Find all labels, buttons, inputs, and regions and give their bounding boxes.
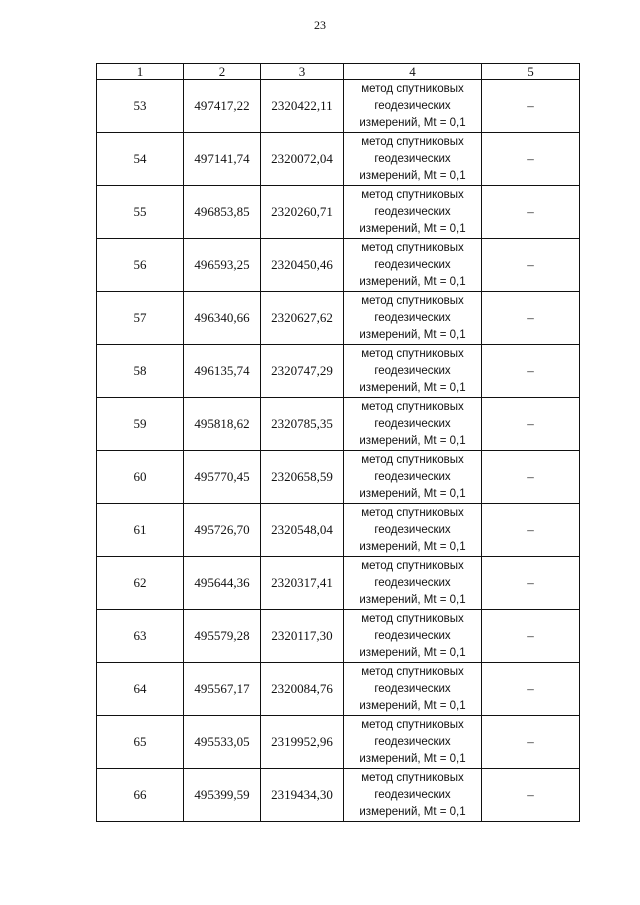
- method-cell: [344, 239, 482, 292]
- method-line: метод спутниковых: [361, 188, 464, 201]
- x-coordinate-cell: 495726,70: [184, 504, 261, 557]
- point-number-cell: 59: [97, 398, 184, 451]
- method-line: метод спутниковых: [361, 294, 464, 307]
- method-line: метод спутниковых: [361, 718, 464, 731]
- table-row: [97, 557, 580, 610]
- table-row: [97, 133, 580, 186]
- note-cell: –: [482, 610, 580, 663]
- x-coordinate-cell: 497417,22: [184, 80, 261, 133]
- table-row: [97, 451, 580, 504]
- method-line: геодезических: [374, 364, 451, 377]
- x-coordinate-cell: 496593,25: [184, 239, 261, 292]
- method-line: измерений, Mt = 0,1: [359, 169, 466, 182]
- point-number-cell: 62: [97, 557, 184, 610]
- method-line: измерений, Mt = 0,1: [359, 540, 466, 553]
- method-line: геодезических: [374, 417, 451, 430]
- table-row: [97, 398, 580, 451]
- method-line: метод спутниковых: [361, 400, 464, 413]
- table-row: [97, 239, 580, 292]
- table-row: [97, 769, 580, 822]
- y-coordinate-cell: 2320117,30: [261, 610, 344, 663]
- method-line: метод спутниковых: [361, 347, 464, 360]
- method-line: измерений, Mt = 0,1: [359, 434, 466, 447]
- method-cell: [344, 451, 482, 504]
- method-cell: [344, 133, 482, 186]
- table-header: [97, 64, 580, 80]
- method-line: геодезических: [374, 258, 451, 271]
- point-number-cell: 61: [97, 504, 184, 557]
- method-line: геодезических: [374, 735, 451, 748]
- method-cell: [344, 557, 482, 610]
- point-number-cell: 54: [97, 133, 184, 186]
- method-line: метод спутниковых: [361, 559, 464, 572]
- point-number-cell: 58: [97, 345, 184, 398]
- note-cell: –: [482, 292, 580, 345]
- method-line: геодезических: [374, 788, 451, 801]
- y-coordinate-cell: 2320317,41: [261, 557, 344, 610]
- y-coordinate-cell: 2320450,46: [261, 239, 344, 292]
- header-cell-5: 5: [482, 64, 580, 80]
- note-cell: –: [482, 186, 580, 239]
- method-line: метод спутниковых: [361, 82, 464, 95]
- method-cell: [344, 663, 482, 716]
- y-coordinate-cell: 2319434,30: [261, 769, 344, 822]
- method-cell: [344, 292, 482, 345]
- header-row: [97, 64, 580, 80]
- y-coordinate-cell: 2320627,62: [261, 292, 344, 345]
- x-coordinate-cell: 496135,74: [184, 345, 261, 398]
- method-cell: [344, 610, 482, 663]
- header-cell-1: 1: [97, 64, 184, 80]
- method-cell: [344, 345, 482, 398]
- header-cell-4: 4: [344, 64, 482, 80]
- point-number-cell: 64: [97, 663, 184, 716]
- y-coordinate-cell: 2319952,96: [261, 716, 344, 769]
- method-line: геодезических: [374, 152, 451, 165]
- point-number-cell: 56: [97, 239, 184, 292]
- method-line: геодезических: [374, 99, 451, 112]
- method-cell: [344, 80, 482, 133]
- method-line: метод спутниковых: [361, 612, 464, 625]
- table-row: [97, 80, 580, 133]
- y-coordinate-cell: 2320658,59: [261, 451, 344, 504]
- method-line: геодезических: [374, 629, 451, 642]
- note-cell: –: [482, 133, 580, 186]
- method-line: геодезических: [374, 205, 451, 218]
- method-line: геодезических: [374, 523, 451, 536]
- note-cell: –: [482, 769, 580, 822]
- method-line: измерений, Mt = 0,1: [359, 699, 466, 712]
- x-coordinate-cell: 495579,28: [184, 610, 261, 663]
- method-line: геодезических: [374, 576, 451, 589]
- point-number-cell: 66: [97, 769, 184, 822]
- header-cell-3: 3: [261, 64, 344, 80]
- method-line: измерений, Mt = 0,1: [359, 381, 466, 394]
- method-line: метод спутниковых: [361, 506, 464, 519]
- x-coordinate-cell: 495644,36: [184, 557, 261, 610]
- method-line: метод спутниковых: [361, 771, 464, 784]
- note-cell: –: [482, 716, 580, 769]
- note-cell: –: [482, 504, 580, 557]
- table-row: [97, 504, 580, 557]
- y-coordinate-cell: 2320747,29: [261, 345, 344, 398]
- x-coordinate-cell: 496853,85: [184, 186, 261, 239]
- point-number-cell: 63: [97, 610, 184, 663]
- method-line: измерений, Mt = 0,1: [359, 328, 466, 341]
- x-coordinate-cell: 495567,17: [184, 663, 261, 716]
- y-coordinate-cell: 2320084,76: [261, 663, 344, 716]
- method-line: метод спутниковых: [361, 241, 464, 254]
- method-line: метод спутниковых: [361, 135, 464, 148]
- method-line: измерений, Mt = 0,1: [359, 646, 466, 659]
- y-coordinate-cell: 2320260,71: [261, 186, 344, 239]
- page-number: 23: [314, 18, 326, 32]
- table-row: [97, 186, 580, 239]
- method-line: измерений, Mt = 0,1: [359, 116, 466, 129]
- method-line: геодезических: [374, 470, 451, 483]
- note-cell: –: [482, 451, 580, 504]
- method-cell: [344, 504, 482, 557]
- y-coordinate-cell: 2320785,35: [261, 398, 344, 451]
- method-cell: [344, 186, 482, 239]
- x-coordinate-cell: 495533,05: [184, 716, 261, 769]
- note-cell: –: [482, 80, 580, 133]
- note-cell: –: [482, 557, 580, 610]
- point-number-cell: 57: [97, 292, 184, 345]
- x-coordinate-cell: 496340,66: [184, 292, 261, 345]
- y-coordinate-cell: 2320422,11: [261, 80, 344, 133]
- table-row: [97, 292, 580, 345]
- point-number-cell: 65: [97, 716, 184, 769]
- method-cell: [344, 769, 482, 822]
- method-line: измерений, Mt = 0,1: [359, 487, 466, 500]
- note-cell: –: [482, 398, 580, 451]
- coordinates-table: [96, 63, 580, 822]
- method-line: метод спутниковых: [361, 453, 464, 466]
- x-coordinate-cell: 495770,45: [184, 451, 261, 504]
- method-line: метод спутниковых: [361, 665, 464, 678]
- table-body: [97, 80, 580, 822]
- point-number-cell: 55: [97, 186, 184, 239]
- point-number-cell: 53: [97, 80, 184, 133]
- method-line: измерений, Mt = 0,1: [359, 222, 466, 235]
- method-line: измерений, Mt = 0,1: [359, 752, 466, 765]
- method-cell: [344, 398, 482, 451]
- method-line: измерений, Mt = 0,1: [359, 593, 466, 606]
- note-cell: –: [482, 345, 580, 398]
- header-cell-2: 2: [184, 64, 261, 80]
- method-cell: [344, 716, 482, 769]
- y-coordinate-cell: 2320072,04: [261, 133, 344, 186]
- method-line: измерений, Mt = 0,1: [359, 275, 466, 288]
- method-line: геодезических: [374, 682, 451, 695]
- table-row: [97, 663, 580, 716]
- note-cell: –: [482, 663, 580, 716]
- x-coordinate-cell: 495399,59: [184, 769, 261, 822]
- y-coordinate-cell: 2320548,04: [261, 504, 344, 557]
- table-row: [97, 716, 580, 769]
- table-row: [97, 610, 580, 663]
- table-row: [97, 345, 580, 398]
- x-coordinate-cell: 495818,62: [184, 398, 261, 451]
- note-cell: –: [482, 239, 580, 292]
- point-number-cell: 60: [97, 451, 184, 504]
- method-line: измерений, Mt = 0,1: [359, 805, 466, 818]
- x-coordinate-cell: 497141,74: [184, 133, 261, 186]
- method-line: геодезических: [374, 311, 451, 324]
